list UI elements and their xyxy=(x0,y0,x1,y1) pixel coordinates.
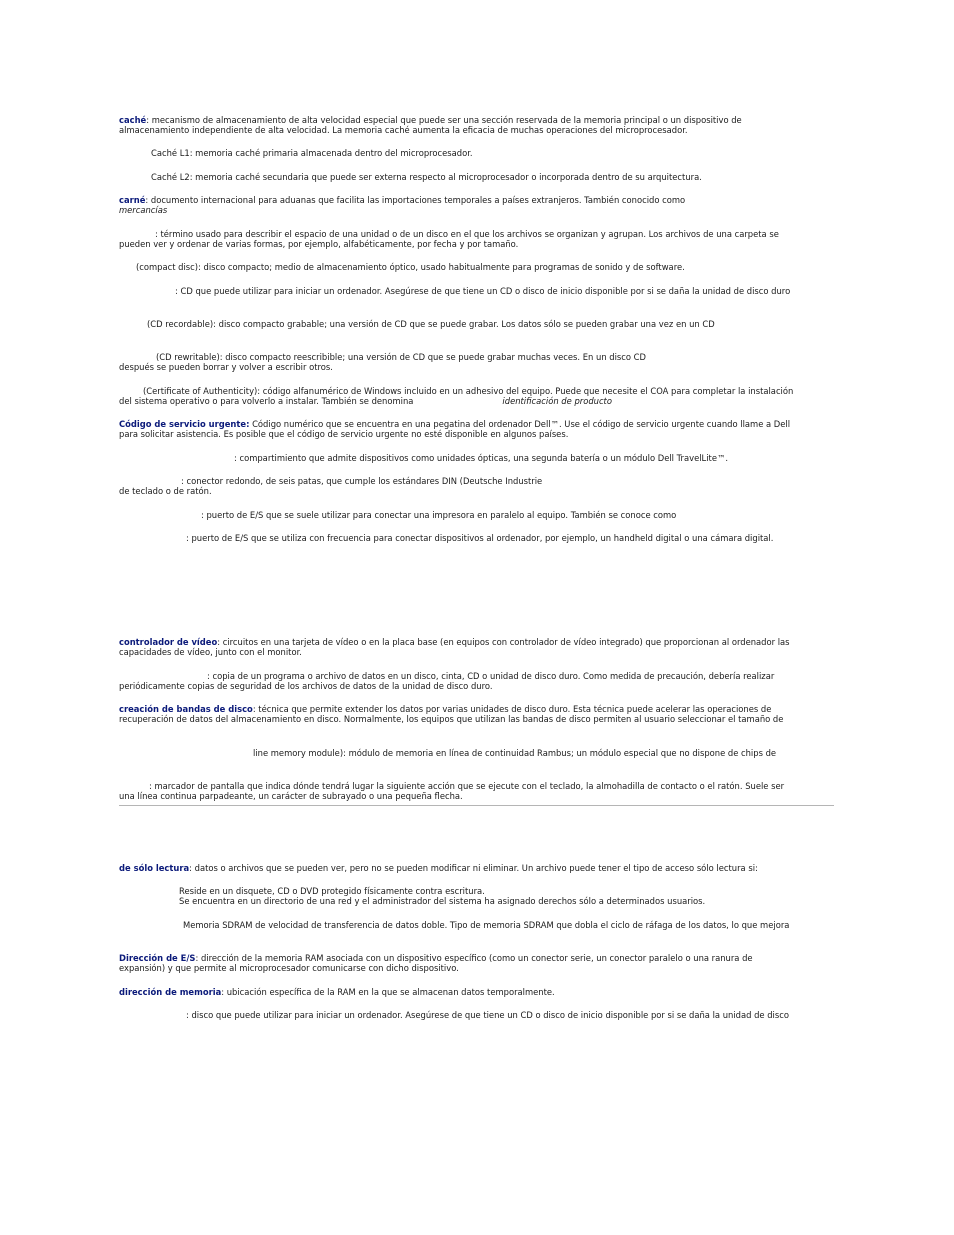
entry-codigo-servicio xyxy=(119,419,790,439)
entry-copia-seguridad xyxy=(119,671,774,691)
definition-text: (CD rewritable): disco compacto reescribible; una versión de CD que se puede grabar muchas veces. En un disco CD xyxy=(156,352,646,362)
term-creacion-bandas: creación de bandas de disco xyxy=(119,704,253,714)
entry-controlador-video xyxy=(119,637,790,657)
definition-text: pueden ver y ordenar de varias formas, por ejemplo, alfabéticamente, por fecha y por tamaño. xyxy=(119,239,519,249)
entry-carne xyxy=(119,195,685,215)
entry-ddr-sdram: Memoria SDRAM de velocidad de transferencia de datos doble. Tipo de memoria SDRAM que dobla el ciclo de ráfaga de los datos, lo que mejora xyxy=(183,920,790,930)
definition-text: capacidades de vídeo, junto con el monitor. xyxy=(119,647,302,657)
definition-text: una línea continua parpadeante, un carácter de subrayado o una pequeña flecha. xyxy=(119,791,463,801)
definition-text: : marcador de pantalla que indica dónde tendrá lugar la siguiente acción que se ejecute con el teclado, la almohadilla de contacto o el ratón. Suele ser xyxy=(149,781,785,791)
definition-text: del sistema operativo o para volverlo a instalar. También se denomina xyxy=(119,396,414,406)
definition-text: : datos o archivos que se pueden ver, pero no se pueden modificar ni eliminar. Un archivo puede tener el tipo de acceso sólo lectura si: xyxy=(189,863,758,873)
definition-text: de teclado o de ratón. xyxy=(119,486,212,496)
definition-italic: identificación de producto xyxy=(502,396,612,406)
definition-text: para solicitar asistencia. Es posible que el código de servicio urgente no esté disponible en algunos países. xyxy=(119,429,569,439)
term-carne: carné xyxy=(119,195,146,205)
term-direccion-es: Dirección de E/S xyxy=(119,953,196,963)
definition-text: expansión) y que permite al microprocesador comunicarse con dicho dispositivo. xyxy=(119,963,459,973)
term-cache: caché xyxy=(119,115,147,125)
definition-text: después se pueden borrar y volver a escribir otros. xyxy=(119,362,333,372)
entry-compartimento: : compartimiento que admite dispositivos como unidades ópticas, una segunda batería o un módulo Dell TravelLite™. xyxy=(234,453,729,463)
definition-text: : conector redondo, de seis patas, que cumple los estándares DIN (Deutsche Industrie xyxy=(181,476,543,486)
definition-text: : copia de un programa o archivo de datos en un disco, cinta, CD o unidad de disco duro. Como medida de precaución, debería realizar xyxy=(207,671,775,681)
definition-text: : circuitos en una tarjeta de vídeo o en la placa base (en equipos con controlador de vídeo integrado) que proporcionan al ordenador las xyxy=(217,637,790,647)
entry-crimm: line memory module): módulo de memoria en línea de continuidad Rambus; un módulo especial que no dispone de chips de xyxy=(253,748,777,758)
term-codigo-servicio: Código de servicio urgente: xyxy=(119,419,250,429)
entry-solo-lectura xyxy=(119,863,758,873)
definition-text: Código numérico que se encuentra en una pegatina del ordenador Dell™. Use el código de servicio urgente cuando llame a Dell xyxy=(249,419,791,429)
entry-creacion-bandas xyxy=(119,704,783,724)
definition-text: : mecanismo de almacenamiento de alta velocidad especial que puede ser una sección reservada de la memoria principal o un dispositivo de xyxy=(146,115,742,125)
entry-cd-r: (CD recordable): disco compacto grabable; una versión de CD que se puede grabar. Los datos sólo se pueden grabar una vez en un CD xyxy=(147,319,715,329)
entry-coa xyxy=(119,386,793,406)
definition-text: periódicamente copias de seguridad de los archivos de datos de la unidad de disco duro. xyxy=(119,681,493,691)
definition-text: : término usado para describir el espacio de una unidad o de un disco en el que los archivos se organizan y agrupan. Los archivos de una carpeta se xyxy=(155,229,779,239)
entry-cache-l1: Caché L1: memoria caché primaria almacenada dentro del microprocesador. xyxy=(151,148,473,158)
definition-text: : dirección de la memoria RAM asociada con un dispositivo específico (como un conector serie, un conector paralelo o una ranura de xyxy=(195,953,753,963)
entry-direccion-es xyxy=(119,953,753,973)
entry-conector-serie: : puerto de E/S que se utiliza con frecuencia para conectar dispositivos al ordenador, por ejemplo, un handheld digital o una cámara digital. xyxy=(186,533,774,543)
definition-text: recuperación de datos del almacenamiento en disco. Normalmente, los equipos que utilizan las bandas de disco permiten al usuario seleccionar el tamaño de xyxy=(119,714,784,724)
entry-cursor xyxy=(119,781,784,801)
definition-text: : técnica que permite extender los datos por varias unidades de disco duro. Esta técnica puede acelerar las operaciones de xyxy=(252,704,772,714)
definition-text: : documento internacional para aduanas que facilita las importaciones temporales a países extranjeros. También conocido como xyxy=(145,195,686,205)
term-direccion-memoria: dirección de memoria xyxy=(119,987,222,997)
entry-cd-inicio: : CD que puede utilizar para iniciar un ordenador. Asegúrese de que tiene un CD o disco de inicio disponible por si se daña la unidad de disco duro xyxy=(175,286,791,296)
entry-cd: (compact disc): disco compacto; medio de almacenamiento óptico, usado habitualmente para programas de sonido y de software. xyxy=(136,262,685,272)
section-divider xyxy=(119,805,834,806)
entry-disco-inicio: : disco que puede utilizar para iniciar un ordenador. Asegúrese de que tiene un CD o disco de inicio disponible por si se daña la unidad de disco xyxy=(186,1010,789,1020)
entry-cd-rw xyxy=(119,352,646,372)
definition-text: almacenamiento independiente de alta velocidad. La memoria caché aumenta la eficacia de muchas operaciones del microprocesador. xyxy=(119,125,688,135)
entry-cache xyxy=(119,115,742,135)
entry-conector-din xyxy=(119,476,542,496)
definition-text: mercancías xyxy=(119,205,168,215)
entry-conector-paralelo: : puerto de E/S que se suele utilizar para conectar una impresora en paralelo al equipo. También se conoce como xyxy=(201,510,677,520)
term-solo-lectura: de sólo lectura xyxy=(119,863,190,873)
list-item: Reside en un disquete, CD o DVD protegido físicamente contra escritura. xyxy=(179,886,485,896)
list-item: Se encuentra en un directorio de una red y el administrador del sistema ha asignado derechos sólo a determinados usuarios. xyxy=(179,896,706,906)
term-controlador-video: controlador de vídeo xyxy=(119,637,218,647)
definition-text: : ubicación específica de la RAM en la que se almacenan datos temporalmente. xyxy=(221,987,555,997)
entry-carpeta xyxy=(119,229,779,249)
entry-cache-l2: Caché L2: memoria caché secundaria que puede ser externa respecto al microprocesador o incorporada dentro de su arquitectura. xyxy=(151,172,702,182)
entry-direccion-memoria xyxy=(119,987,555,997)
definition-text: (Certificate of Authenticity): código alfanumérico de Windows incluido en un adhesivo del equipo. Puede que necesite el COA para completar la instalación xyxy=(143,386,794,396)
